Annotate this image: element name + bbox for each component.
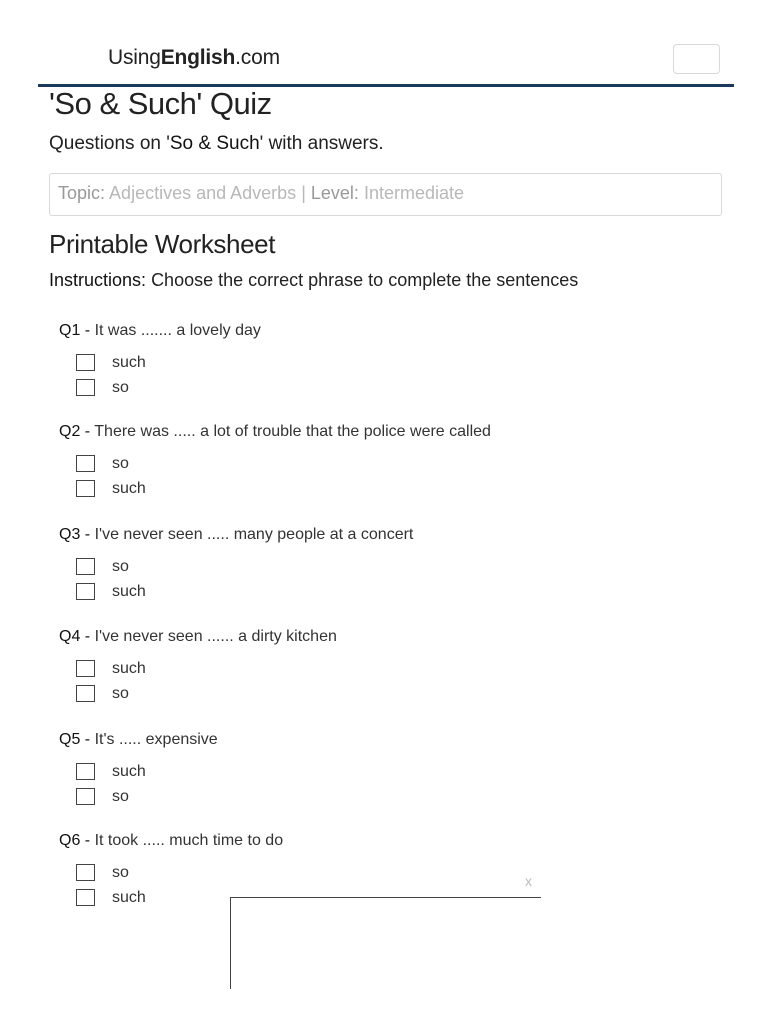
question-sentence: I've never seen ..... many people at a concert [94,526,414,543]
site-header [0,0,768,88]
option-label: such [112,354,146,371]
subtitle-prefix: Questions on ' [49,133,170,154]
topic-level-box [49,173,722,216]
question-number: Q1 - [59,322,91,339]
option-label: such [112,583,146,600]
option-checkbox[interactable] [76,864,95,881]
option-checkbox[interactable] [76,379,95,396]
question-number: Q6 - [59,832,91,849]
topic-value[interactable]: Adjectives and Adverbs [109,183,297,203]
option[interactable] [59,763,739,788]
option-checkbox[interactable] [76,583,95,600]
option-checkbox[interactable] [76,763,95,780]
question-text [59,319,739,343]
question-number: Q3 - [59,526,91,543]
option[interactable] [59,558,739,583]
page-subtitle [49,133,384,155]
option-label: so [112,558,129,575]
option-checkbox[interactable] [76,354,95,371]
question-sentence: There was ..... a lot of trouble that the police were called [94,423,491,440]
instructions [49,270,578,291]
option[interactable] [59,354,739,379]
option-checkbox[interactable] [76,685,95,702]
question-1 [59,319,739,404]
question-text [59,829,739,853]
menu-button[interactable] [673,44,720,74]
option-label: such [112,480,146,497]
question-4 [59,625,739,710]
option-checkbox[interactable] [76,788,95,805]
question-sentence: It was ....... a lovely day [94,322,261,339]
question-text [59,728,739,752]
site-logo[interactable] [108,46,280,70]
option[interactable] [59,480,739,505]
question-number: Q4 - [59,628,91,645]
option-checkbox[interactable] [76,660,95,677]
question-number: Q2 - [59,423,91,440]
ad-frame [230,897,541,989]
page-title: 'So & Such' Quiz [49,86,272,121]
level-label: Level: [310,183,359,203]
option-label: so [112,379,129,396]
instructions-text: Choose the correct phrase to complete the sentences [151,270,579,290]
question-3 [59,523,739,608]
option[interactable] [59,685,739,710]
logo-part-com: .com [235,46,280,69]
option-checkbox[interactable] [76,480,95,497]
option-checkbox[interactable] [76,558,95,575]
option-checkbox[interactable] [76,455,95,472]
question-5 [59,728,739,813]
topic-label: Topic: [58,183,106,203]
option[interactable] [59,583,739,608]
question-text [59,420,739,444]
option[interactable] [59,379,739,404]
question-sentence: I've never seen ...... a dirty kitchen [94,628,337,645]
option[interactable] [59,455,739,480]
question-2 [59,420,739,505]
option[interactable] [59,864,739,889]
topic-separator: | [301,183,306,203]
option-checkbox[interactable] [76,889,95,906]
option[interactable] [59,660,739,685]
question-sentence: It's ..... expensive [94,731,218,748]
logo-part-english: English [160,46,236,69]
option-label: so [112,685,129,702]
ad-close-button[interactable]: x [525,873,532,889]
question-sentence: It took ..... much time to do [94,832,284,849]
level-value[interactable]: Intermediate [363,183,465,203]
option-label: such [112,660,146,677]
option-label: so [112,788,129,805]
question-text [59,625,739,649]
question-text [59,523,739,547]
worksheet-title: Printable Worksheet [49,229,276,259]
instructions-label: Instructions: [49,270,147,290]
subtitle-suffix: ' with answers. [259,133,384,154]
question-number: Q5 - [59,731,91,748]
option-label: so [112,864,129,881]
option-label: such [112,763,146,780]
option-label: such [112,889,146,906]
option-label: so [112,455,129,472]
subtitle-topic: So & Such [169,133,260,154]
option[interactable] [59,788,739,813]
logo-part-using: Using [108,46,161,69]
